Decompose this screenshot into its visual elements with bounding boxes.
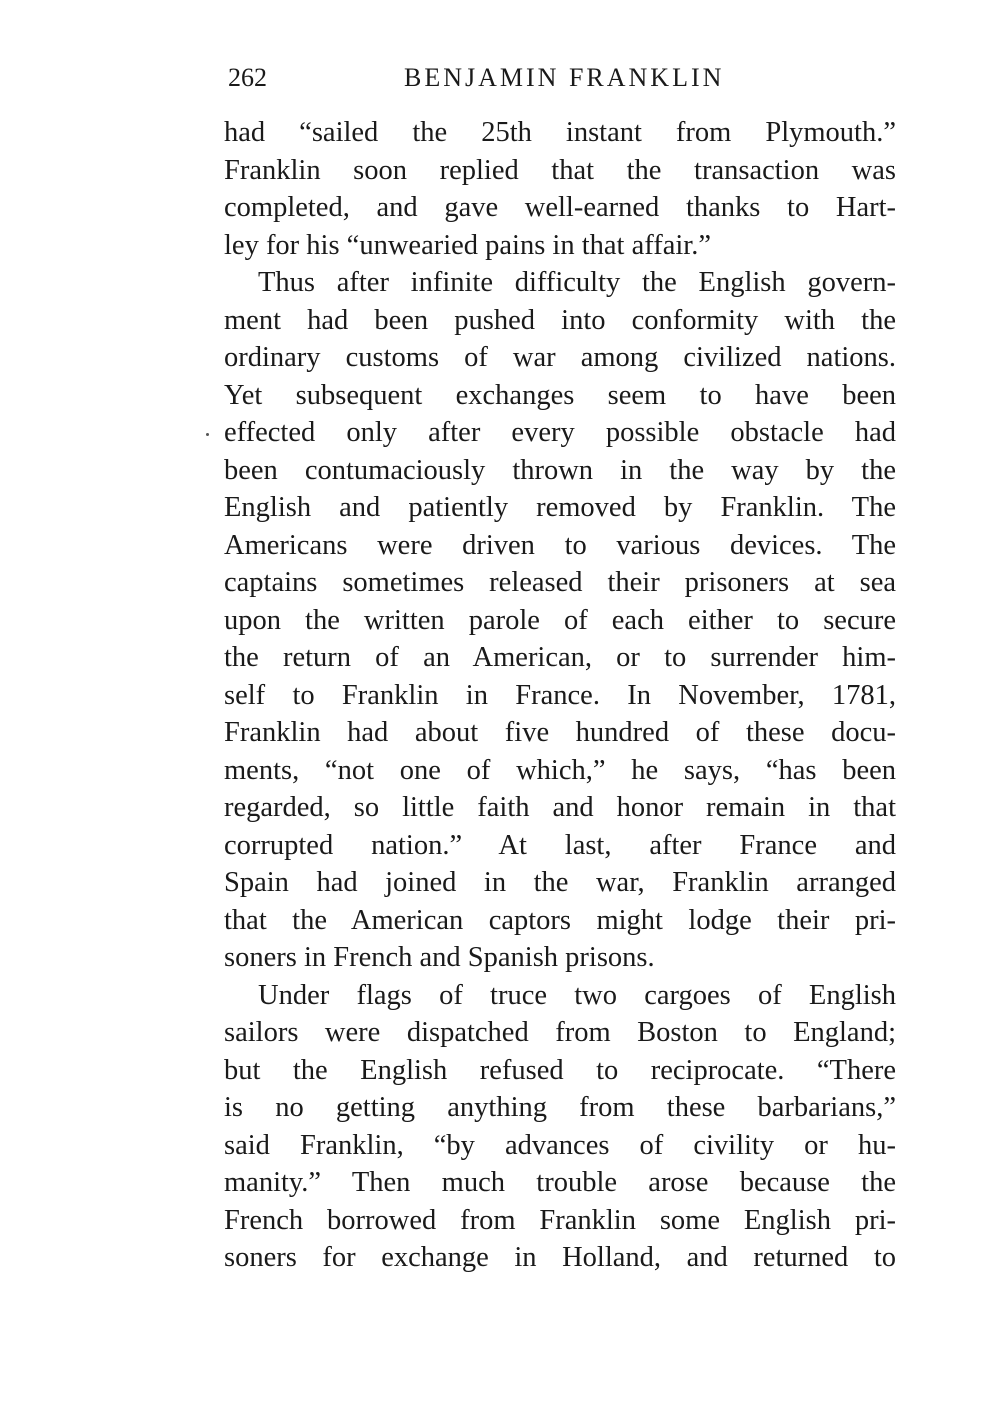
- text-line: said Franklin, “by advances of civility or hu-: [224, 1129, 896, 1161]
- text-line: upon the written parole of each either to secure: [224, 604, 896, 636]
- text-line: had “sailed the 25th instant from Plymouth.”: [224, 117, 896, 148]
- text-line: the return of an American, or to surrender him-: [224, 642, 896, 673]
- text-line: Franklin soon replied that the transaction was: [224, 154, 896, 186]
- text-line: sailors were dispatched from Boston to England;: [224, 1017, 896, 1048]
- text-line: ley for his “unwearied pains in that affair.”: [224, 229, 711, 261]
- text-line: but the English refused to reciprocate. “There: [224, 1054, 896, 1086]
- paragraph-2: [224, 264, 896, 977]
- running-head: [224, 58, 896, 98]
- running-title: BENJAMIN FRANKLIN: [404, 63, 725, 92]
- text-line: Thus after infinite difficulty the English govern-: [258, 267, 896, 298]
- text-line: regarded, so little faith and honor remain in that: [224, 792, 896, 823]
- text-line: that the American captors might lodge their pri-: [224, 904, 896, 936]
- text-line: English and patiently removed by Franklin. The: [224, 492, 896, 523]
- text-line: manity.” Then much trouble arose because the: [224, 1167, 896, 1198]
- paragraph-1: [224, 114, 896, 264]
- page-number: 262: [228, 63, 267, 92]
- text-line: is no getting anything from these barbarians,”: [224, 1092, 896, 1123]
- text-line: self to Franklin in France. In November, 1781,: [224, 679, 896, 711]
- text-line: effected only after every possible obstacle had: [224, 417, 896, 448]
- text-line: Yet subsequent exchanges seem to have been: [224, 379, 896, 411]
- text-line: Americans were driven to various devices. The: [224, 529, 896, 561]
- margin-speck: [206, 433, 209, 436]
- text-line: corrupted nation.” At last, after France and: [224, 829, 896, 861]
- text-line: French borrowed from Franklin some English pri-: [224, 1204, 896, 1236]
- text-line: Spain had joined in the war, Franklin arranged: [224, 867, 896, 898]
- text-line: soners for exchange in Holland, and returned to: [224, 1242, 896, 1273]
- text-line: completed, and gave well-earned thanks to Hart-: [224, 192, 896, 223]
- body-text: [224, 114, 896, 1277]
- text-line: ordinary customs of war among civilized nations.: [224, 342, 896, 373]
- paragraph-3: [224, 977, 896, 1277]
- text-line: captains sometimes released their prisoners at sea: [224, 567, 896, 598]
- text-line: Under flags of truce two cargoes of English: [258, 979, 896, 1011]
- text-line: Franklin had about five hundred of these docu-: [224, 717, 896, 748]
- text-line: been contumaciously thrown in the way by the: [224, 454, 896, 486]
- text-line: soners in French and Spanish prisons.: [224, 942, 655, 973]
- text-line: ment had been pushed into conformity with the: [224, 304, 896, 336]
- text-line: ments, “not one of which,” he says, “has been: [224, 754, 896, 786]
